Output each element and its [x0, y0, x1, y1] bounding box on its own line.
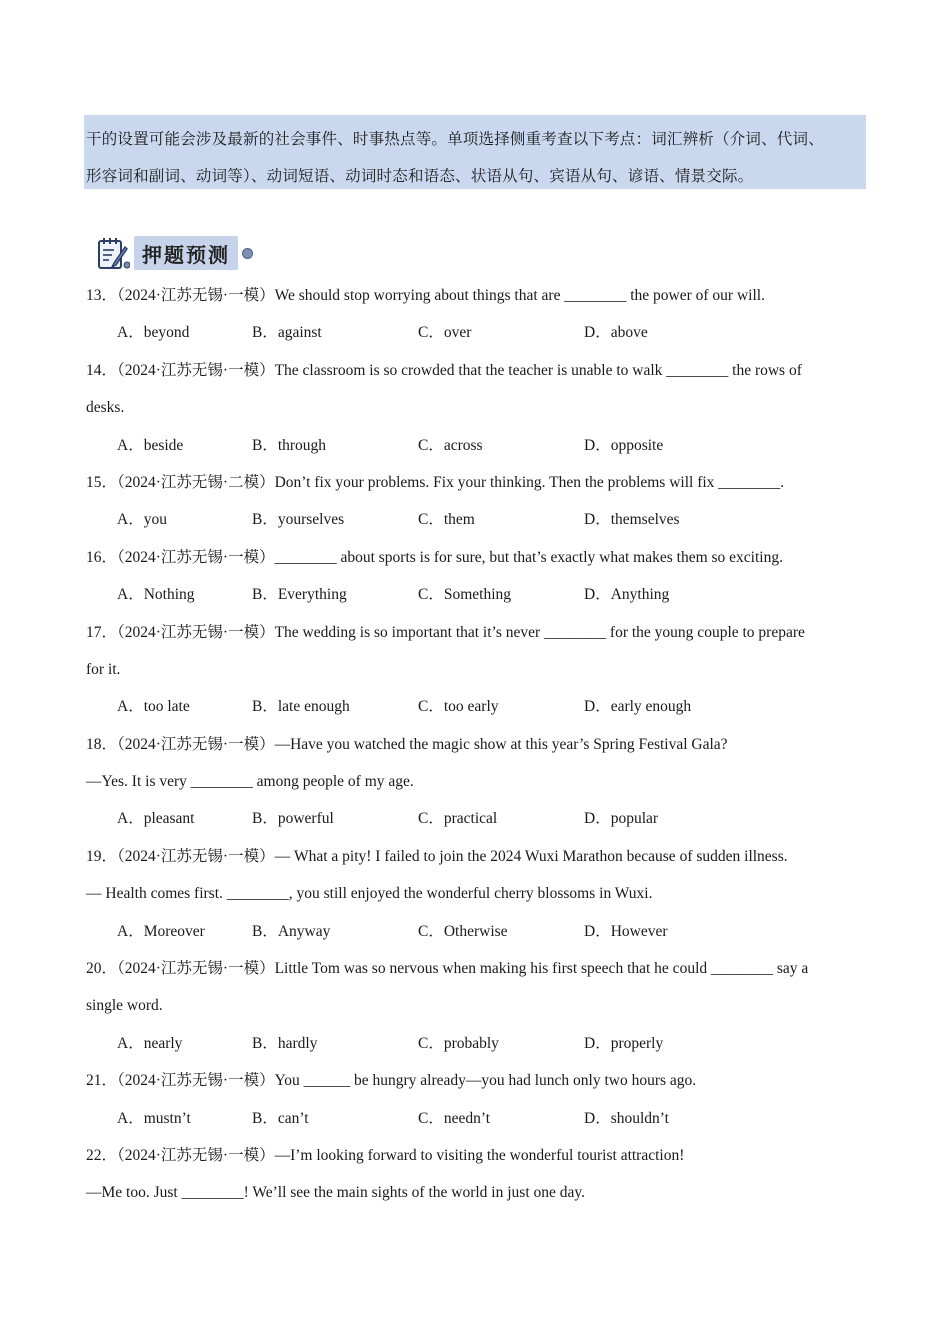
option-d: D．Anything: [584, 586, 670, 604]
option-b: B．hardly: [252, 1034, 318, 1052]
section-header: [96, 234, 253, 272]
option-d: D．above: [584, 324, 648, 342]
option-c: C．them: [418, 511, 475, 529]
option-a: A．mustn’t: [117, 1109, 191, 1127]
option-d: D．However: [584, 922, 668, 940]
option-a: A．too late: [117, 698, 190, 716]
question-text: 15．（2024·江苏无锡·二模）Don’t fix your problems. Fix your thinking. Then the problems will fix ________.: [86, 473, 785, 491]
option-c: C．practical: [418, 810, 498, 828]
question-21: [86, 1062, 876, 1137]
options-row: [86, 501, 876, 538]
option-d: D．popular: [584, 810, 659, 828]
notepad-pencil-icon: [96, 235, 130, 271]
question-text-cont: single word.: [86, 997, 163, 1015]
option-b: B．Anyway: [252, 922, 331, 940]
option-a: A．Nothing: [117, 586, 195, 604]
option-d: D．early enough: [584, 698, 692, 716]
options-row: [86, 1025, 876, 1062]
option-c: C．Something: [418, 586, 512, 604]
question-22: [86, 1137, 876, 1212]
options-row: [86, 800, 876, 837]
option-d: D．shouldn’t: [584, 1109, 669, 1127]
options-row: [86, 576, 876, 613]
question-text: 14．（2024·江苏无锡·一模）The classroom is so crowded that the teacher is unable to walk ________ the rows of: [86, 361, 802, 379]
option-a: A．Moreover: [117, 922, 205, 940]
question-text: 18．（2024·江苏无锡·一模）—Have you watched the magic show at this year’s Spring Festival Gala?: [86, 735, 728, 753]
option-c: C．probably: [418, 1034, 499, 1052]
question-text: 16．（2024·江苏无锡·一模）________ about sports is for sure, but that’s exactly what makes them so exciting.: [86, 548, 783, 566]
question-14: [86, 352, 876, 464]
question-text: 13．（2024·江苏无锡·一模）We should stop worrying about things that are ________ the power of our will.: [86, 287, 765, 304]
option-a: A．beside: [117, 436, 184, 454]
question-text: 20．（2024·江苏无锡·一模）Little Tom was so nervous when making his first speech that he could ________ say a: [86, 960, 809, 978]
question-17: [86, 614, 876, 726]
question-text: 21．（2024·江苏无锡·一模）You ______ be hungry already—you had lunch only two hours ago.: [86, 1072, 697, 1090]
option-b: B．late enough: [252, 698, 350, 716]
question-list: [86, 277, 876, 1212]
question-text-cont: for it.: [86, 660, 121, 678]
section-title: 押题预测: [134, 236, 238, 270]
question-text-cont: —Yes. It is very ________ among people of my age.: [86, 773, 414, 791]
question-15: [86, 464, 876, 539]
options-row: [86, 314, 876, 351]
section-title-dot: [242, 248, 253, 259]
option-c: C．Otherwise: [418, 922, 508, 940]
option-a: A．you: [117, 511, 167, 529]
question-text: 19．（2024·江苏无锡·一模）— What a pity! I failed to join the 2024 Wuxi Marathon because of sudden illness.: [86, 847, 788, 865]
question-text: 22．（2024·江苏无锡·一模）—I’m looking forward to visiting the wonderful tourist attraction!: [86, 1146, 685, 1164]
option-d: D．themselves: [584, 511, 680, 529]
option-a: A．beyond: [117, 324, 190, 342]
question-text-cont: desks.: [86, 399, 125, 417]
option-b: B．Everything: [252, 586, 347, 604]
question-13: [86, 277, 876, 352]
question-19: [86, 838, 876, 950]
intro-line-2: 形容词和副词、动词等）、动词短语、动词时态和语态、状语从句、宾语从句、谚语、情景交际。: [86, 168, 754, 185]
option-c: C．needn’t: [418, 1109, 491, 1127]
question-16: [86, 539, 876, 614]
intro-box: [84, 115, 866, 189]
options-row: [86, 1100, 876, 1137]
question-18: [86, 726, 876, 838]
options-row: [86, 688, 876, 725]
option-b: B．powerful: [252, 810, 334, 828]
intro-line-1: 干的设置可能会涉及最新的社会事件、时事热点等。单项选择侧重考查以下考点：词汇辨析（介词、代词、: [86, 131, 824, 148]
option-b: B．yourselves: [252, 511, 345, 529]
option-c: C．too early: [418, 698, 499, 716]
option-b: B．through: [252, 436, 327, 454]
option-d: D．properly: [584, 1034, 664, 1052]
options-row: [86, 913, 876, 950]
option-c: C．across: [418, 436, 483, 454]
option-a: A．pleasant: [117, 810, 195, 828]
options-row: [86, 427, 876, 464]
option-d: D．opposite: [584, 436, 664, 454]
question-20: [86, 950, 876, 1062]
option-a: A．nearly: [117, 1034, 183, 1052]
question-text-cont: —Me too. Just ________! We’ll see the main sights of the world in just one day.: [86, 1184, 585, 1202]
option-b: B．against: [252, 324, 322, 342]
option-b: B．can’t: [252, 1109, 309, 1127]
question-text: 17．（2024·江苏无锡·一模）The wedding is so important that it’s never ________ for the young couple to prepare: [86, 623, 805, 641]
question-text-cont: — Health comes first. ________, you still enjoyed the wonderful cherry blossoms in Wuxi.: [86, 885, 653, 903]
option-c: C．over: [418, 324, 472, 342]
